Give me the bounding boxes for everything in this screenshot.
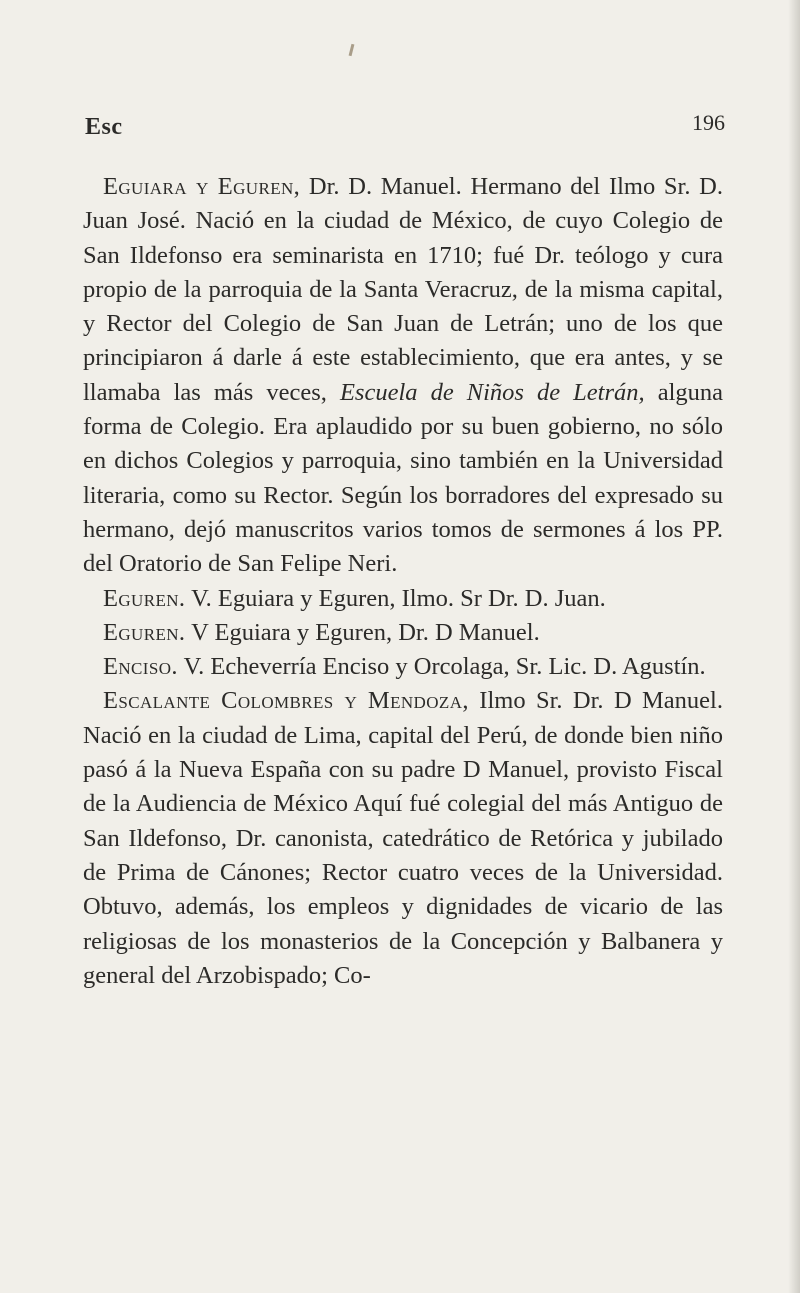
section-heading: Esc — [85, 114, 123, 140]
entry-text: V Eguiara y Eguren, Dr. D Manuel. — [185, 618, 540, 646]
entry-text: V. Eguiara y Eguren, Ilmo. Sr Dr. D. Juan. — [185, 584, 606, 612]
entry-heading: Enciso. — [103, 653, 178, 681]
page-number: 196 — [692, 110, 725, 135]
entry-eguren-2 — [83, 616, 723, 650]
entry-text: Dr. D. Manuel. Hermano del Ilmo Sr. D. Juan José. Nació en la ciudad de México, de cuyo Colegio de San Ildefonso era seminarista en 1710; fué Dr. teólogo y cura propio de la parroquia de la Santa Veracruz, de la misma capital, y Rector del Colegio de San Juan de Letrán; uno de los que principiaron á darle á este establecimiento, que era antes, y se llamaba las más veces, — [83, 173, 724, 406]
page-edge-shadow — [788, 0, 800, 1293]
entry-eguren-1 — [83, 582, 723, 616]
entry-eguiara-manuel — [83, 170, 723, 582]
page-body — [83, 170, 723, 993]
entry-heading: Eguren. — [103, 618, 186, 646]
running-header — [85, 110, 725, 150]
entry-enciso — [83, 650, 723, 684]
entry-heading: Escalante Colombres y Mendoza, — [103, 687, 469, 715]
ink-mark — [349, 44, 355, 56]
entry-italic-title: Escuela de Niños de Letrán, — [339, 378, 645, 406]
entry-text: V. Echeverría Enciso y Orcolaga, Sr. Lic. D. Agustín. — [177, 653, 706, 681]
entry-text: Ilmo Sr. Dr. D Manuel. Nació en la ciudad de Lima, capital del Perú, de donde bien niño pasó á la Nueva España con su padre D Manuel, provisto Fiscal de la Audiencia de México Aquí fué colegial del más Antiguo de San Ildefonso, Dr. canonista, catedrático de Retórica y jubilado de Prima de Cánones; Rector cuatro veces de la Universidad. Obtuvo, además, los empleos y dignidades de vicario de las religiosas de los monasterios de la Concepción y Balbanera y general del Arzobispado; Co- — [83, 687, 723, 989]
entry-heading: Eguren. — [103, 584, 186, 612]
entry-escalante — [83, 684, 723, 993]
entry-heading: Eguiara y Eguren, — [103, 173, 301, 200]
entry-text: alguna forma de Colegio. Era aplaudido por su buen gobierno, no sólo en dichos Colegios y parroquia, sino también en la Universidad literaria, como su Rector. Según los borradores del expresado su hermano, dejó manuscritos varios tomos de sermones á los PP. del Oratorio de San Felipe Neri. — [83, 378, 723, 578]
